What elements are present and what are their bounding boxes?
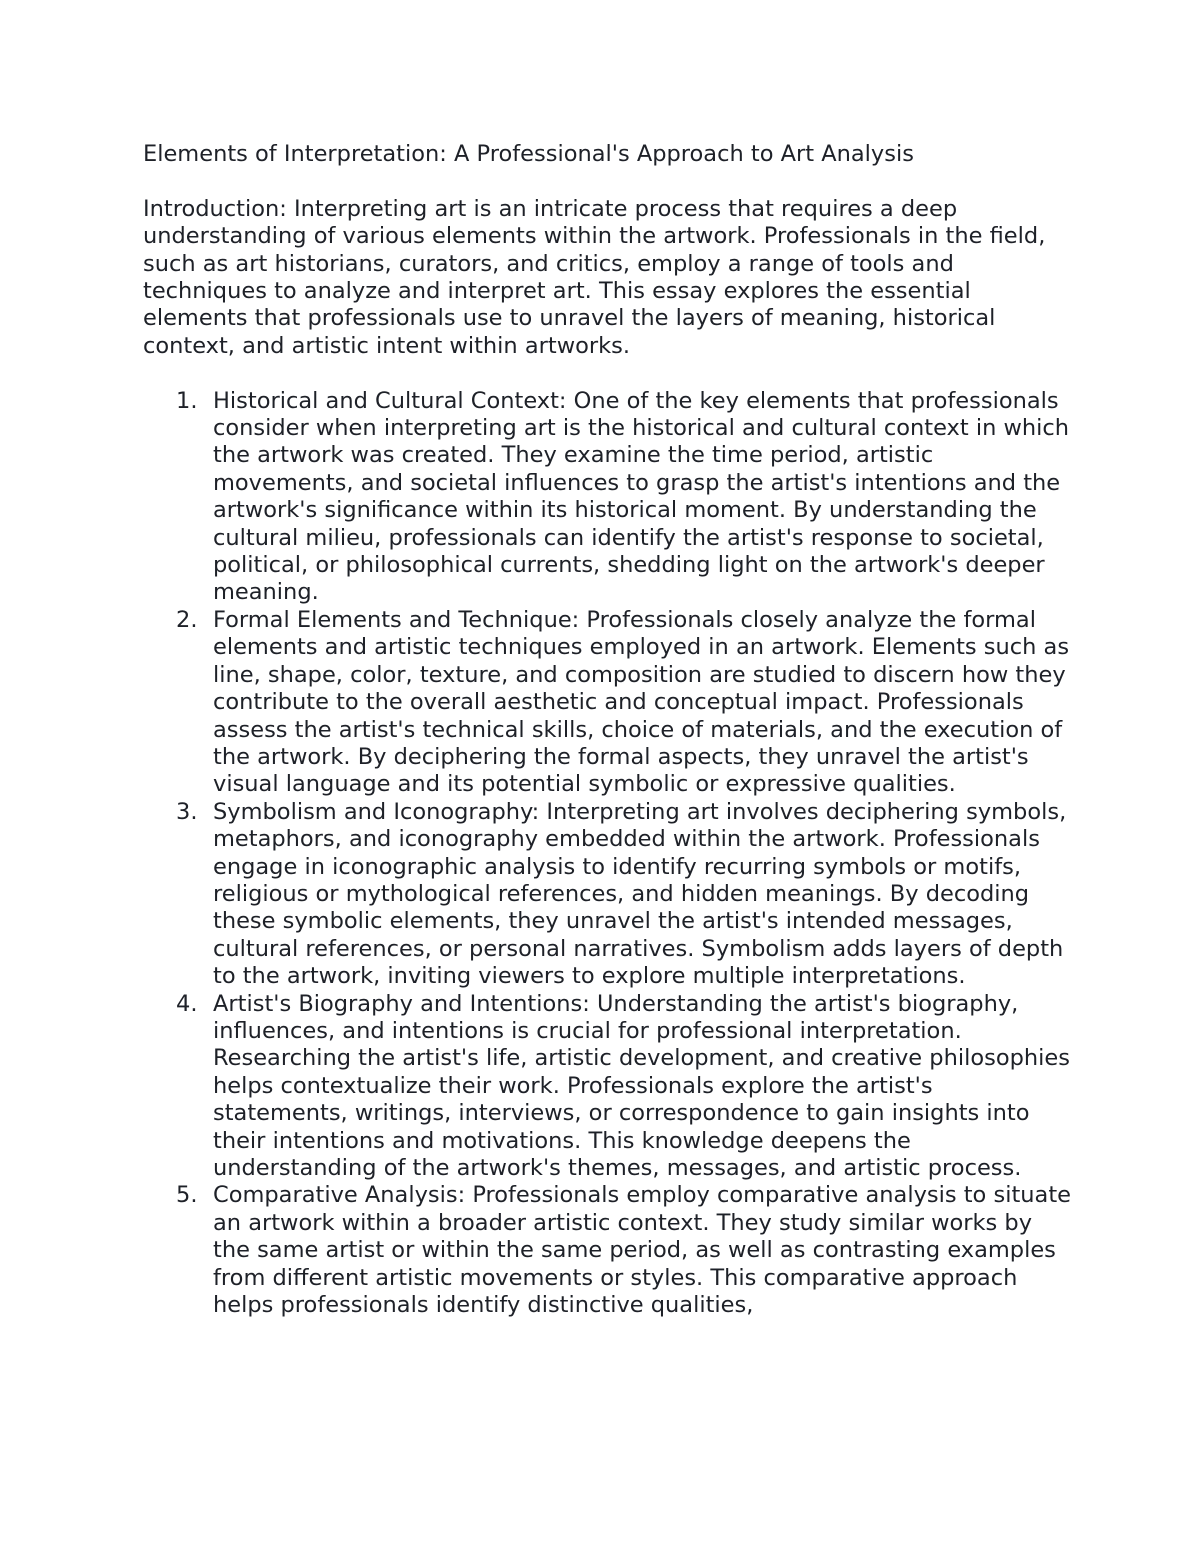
introduction-paragraph: Introduction: Interpreting art is an intricate process that requires a deep understanding of various elements within the artwork. Professionals in the field, such as art historians, curators, and critics, employ a range of tools and techniques to analyze and interpret art. This essay explores the essential elements that professionals use to unravel the layers of meaning, historical context, and artistic intent within artworks. (143, 195, 1046, 359)
list-item-text: Comparative Analysis: Professionals employ comparative analysis to situate an artwork within a broader artistic context. They study similar works by the same artist or within the same period, as well as contrasting examples from different artistic movements or styles. This comparative approach helps professionals identify distinctive qualities, (213, 1182, 1071, 1319)
list-item (176, 606, 1073, 799)
list-item-text: Artist's Biography and Intentions: Understanding the artist's biography, influences, and intentions is crucial for professional interpretation. Researching the artist's life, artistic development, and creative philosophies helps contextualize their work. Professionals explore the artist's statements, writings, interviews, or correspondence to gain insights into their intentions and motivations. This knowledge deepens the understanding of the artwork's themes, messages, and artistic process. (213, 990, 1070, 1181)
list-item-text: Formal Elements and Technique: Professionals closely analyze the formal elements and artistic techniques employed in an artwork. Elements such as line, shape, color, texture, and composition are studied to discern how they contribute to the overall aesthetic and conceptual impact. Professionals assess the artist's technical skills, choice of materials, and the execution of the artwork. By deciphering the formal aspects, they unravel the artist's visual language and its potential symbolic or expressive qualities. (213, 606, 1070, 798)
list-item-number: 2. (176, 606, 198, 633)
document-title: Elements of Interpretation: A Professional's Approach to Art Analysis (143, 141, 914, 167)
numbered-section-list (143, 388, 1073, 1320)
list-item (176, 990, 1073, 1183)
list-item-number: 3. (176, 798, 198, 825)
list-item (176, 387, 1073, 607)
list-item-text: Symbolism and Iconography: Interpreting art involves deciphering symbols, metaphors, and iconography embedded within the artwork. Professionals engage in iconographic analysis to identify recurring symbols or motifs, religious or mythological references, and hidden meanings. By decoding these symbolic elements, they unravel the artist's intended messages, cultural references, or personal narratives. Symbolism adds layers of depth to the artwork, inviting viewers to explore multiple interpretations. (213, 798, 1067, 990)
list-item-text: Historical and Cultural Context: One of the key elements that professionals consider when interpreting art is the historical and cultural context in which the artwork was created. They examine the time period, artistic movements, and societal influences to grasp the artist's intentions and the artwork's significance within its historical moment. By understanding the cultural milieu, professionals can identify the artist's response to societal, political, or philosophical currents, shedding light on the artwork's deeper meaning. (213, 387, 1070, 606)
list-item-number: 4. (176, 990, 198, 1017)
list-item-number: 1. (176, 387, 198, 414)
list-item (176, 798, 1073, 991)
list-item (176, 1182, 1073, 1319)
list-item-number: 5. (176, 1182, 198, 1209)
